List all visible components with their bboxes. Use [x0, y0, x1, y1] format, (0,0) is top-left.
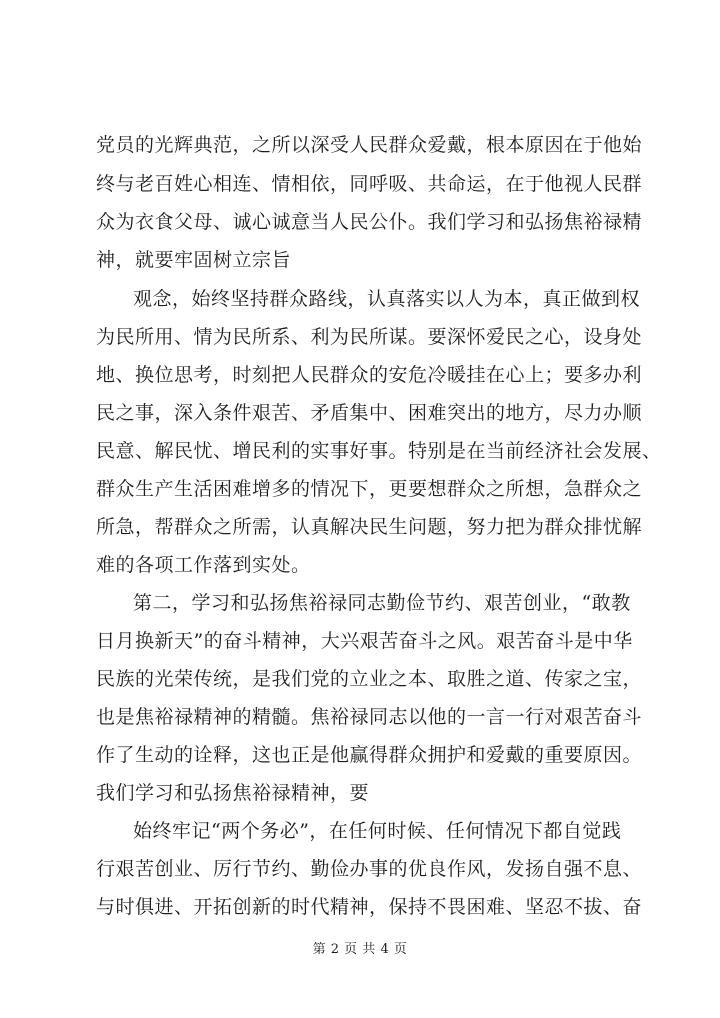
- text-line-18: 我们学习和弘扬焦裕禄精神，要: [96, 782, 370, 804]
- text-line-20: 行艰苦创业、厉行节约、勤俭办事的优良作风，发扬自强不息、: [96, 858, 643, 880]
- text-line-2: 终与老百姓心相连、情相依，同呼吸、共命运，在于他视人民群: [96, 173, 643, 195]
- text-line-12: 难的各项工作落到实处。: [96, 554, 311, 576]
- text-line-21: 与时俱进、开拓创新的时代精神，保持不畏困难、坚忍不拔、奋: [96, 896, 643, 918]
- text-line-10: 群众生产生活困难增多的情况下，更要想群众之所想，急群众之: [96, 478, 643, 500]
- page-number-footer: 第 2 页 共 4 页: [312, 942, 408, 957]
- text-line-7: 地、换位思考，时刻把人民群众的安危冷暖挂在心上；要多办利: [96, 364, 643, 386]
- text-line-6: 为民所用、情为民所系、利为民所谋。要深怀爱民之心，设身处: [96, 326, 643, 348]
- text-line-9: 民意、解民忧、增民利的实事好事。特别是在当前经济社会发展、: [96, 440, 662, 462]
- text-line-19: 始终牢记“两个务必”，在任何时候、任何情况下都自觉践: [133, 820, 622, 842]
- text-line-1: 党员的光辉典范，之所以深受人民群众爱戴，根本原因在于他始: [96, 134, 643, 156]
- text-line-8: 民之事，深入条件艰苦、矛盾集中、困难突出的地方，尽力办顺: [96, 402, 643, 424]
- text-line-4: 神，就要牢固树立宗旨: [96, 249, 292, 271]
- text-line-5: 观念，始终坚持群众路线，认真落实以人为本，真正做到权: [133, 288, 641, 310]
- text-line-14: 日月换新天”的奋斗精神，大兴艰苦奋斗之风。艰苦奋斗是中华: [96, 630, 633, 652]
- text-line-16: 也是焦裕禄精神的精髓。焦裕禄同志以他的一言一行对艰苦奋斗: [96, 706, 643, 728]
- text-line-3: 众为衣食父母、诚心诚意当人民公仆。我们学习和弘扬焦裕禄精: [96, 211, 643, 233]
- text-line-11: 所急，帮群众之所需，认真解决民生问题，努力把为群众排忧解: [96, 516, 643, 538]
- text-line-15: 民族的光荣传统，是我们党的立业之本、取胜之道、传家之宝，: [96, 668, 643, 690]
- text-line-17: 作了生动的诠释，这也正是他赢得群众拥护和爱戴的重要原因。: [96, 744, 643, 766]
- text-line-13: 第二，学习和弘扬焦裕禄同志勤俭节约、艰苦创业，“敢教: [133, 592, 631, 614]
